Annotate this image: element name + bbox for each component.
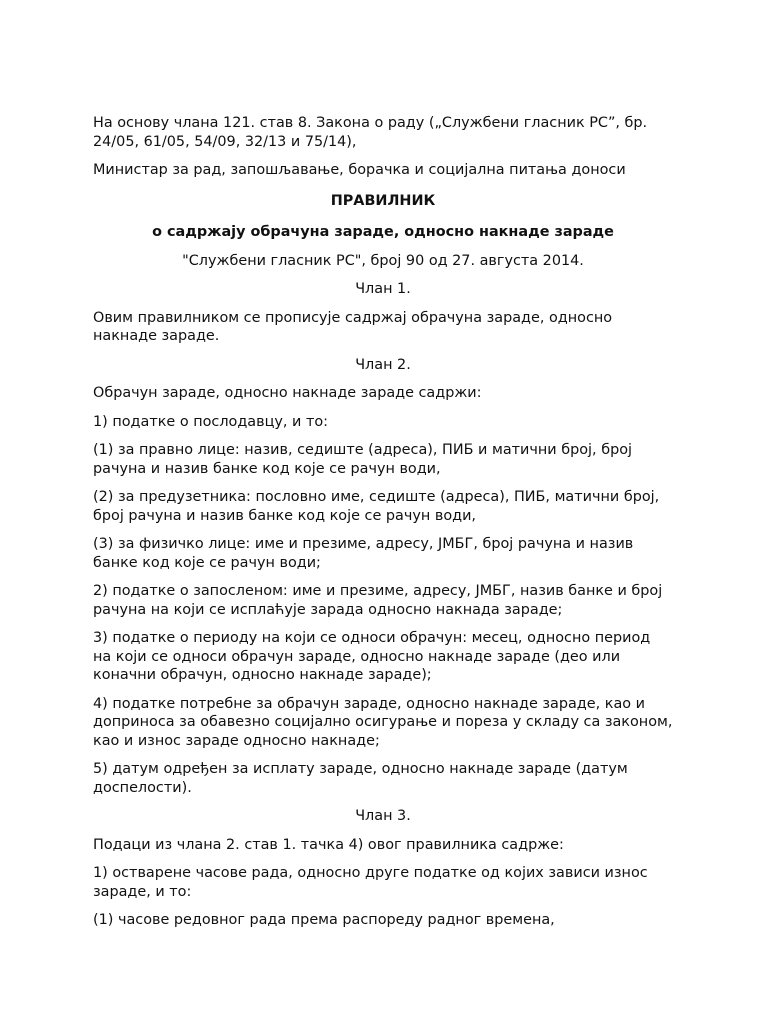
article-heading: Члан 2. bbox=[355, 356, 411, 373]
document-title: ПРАВИЛНИК bbox=[330, 192, 436, 209]
article-paragraph: 4) податке потребне за обрачун зараде, односно накнаде зараде, као и доприноса за обавезно социјално осигурање и пореза у складу са законом, као и износ зараде односно накнаде; bbox=[93, 695, 673, 749]
article-heading: Члан 3. bbox=[355, 808, 411, 824]
article-heading: Члан 1. bbox=[355, 281, 411, 297]
article-paragraph: 5) датум одређен за исплату зараде, односно накнаде зараде (датум доспелости). bbox=[93, 761, 628, 796]
article-paragraph: (2) за предузетника: пословно име, седиште (адреса), ПИБ, матични број, број рачуна и назив банке код које се рачун води, bbox=[93, 489, 660, 524]
article-paragraph: 1) остварене часове рада, односно друге податке од којих зависи износ зараде, и то: bbox=[93, 865, 648, 900]
article-paragraph: Подаци из члана 2. став 1. тачка 4) овог правилника садрже: bbox=[93, 836, 564, 853]
article-paragraph: (3) за физичко лице: име и презиме, адресу, ЈМБГ, број рачуна и назив банке код које се рачун води; bbox=[93, 536, 634, 571]
article-paragraph: (1) за правно лице: назив, седиште (адреса), ПИБ и матични број, број рачуна и назив банке код које се рачун води, bbox=[93, 442, 633, 477]
article-paragraph: Обрачун зараде, односно накнаде зараде садржи: bbox=[93, 385, 482, 401]
article-paragraph: (1) часове редовног рада према распореду радног времена, bbox=[93, 912, 555, 928]
article-paragraph: 1) податке о послодавцу, и то: bbox=[93, 413, 329, 430]
gazette-reference: "Службени гласник РС", број 90 од 27. августа 2014. bbox=[182, 252, 584, 269]
preamble-paragraph: На основу члана 121. став 8. Закона о раду („Службени гласник РС”, бр. 24/05, 61/05, 54/09, 32/13 и 75/14), bbox=[93, 115, 648, 150]
preamble-paragraph: Министар за рад, запошљавање, борачка и социјална питања доноси bbox=[93, 162, 626, 178]
document-subtitle: о садржају обрачуна зараде, односно накнаде зараде bbox=[152, 224, 614, 240]
article-paragraph: Овим правилником се прописује садржај обрачуна зараде, односно накнаде зараде. bbox=[93, 309, 613, 344]
document-page bbox=[93, 114, 673, 940]
article-paragraph: 3) податке о периоду на који се односи обрачун: месец, односно период на који се односи обрачун зараде, односно накнаде зараде (део или коначни обрачун, односно накнаде зараде); bbox=[93, 630, 651, 683]
article-paragraph: 2) податке о запосленом: име и презиме, адресу, ЈМБГ, назив банке и број рачуна на који се исплаћује зарада односно накнада зараде; bbox=[93, 583, 663, 618]
